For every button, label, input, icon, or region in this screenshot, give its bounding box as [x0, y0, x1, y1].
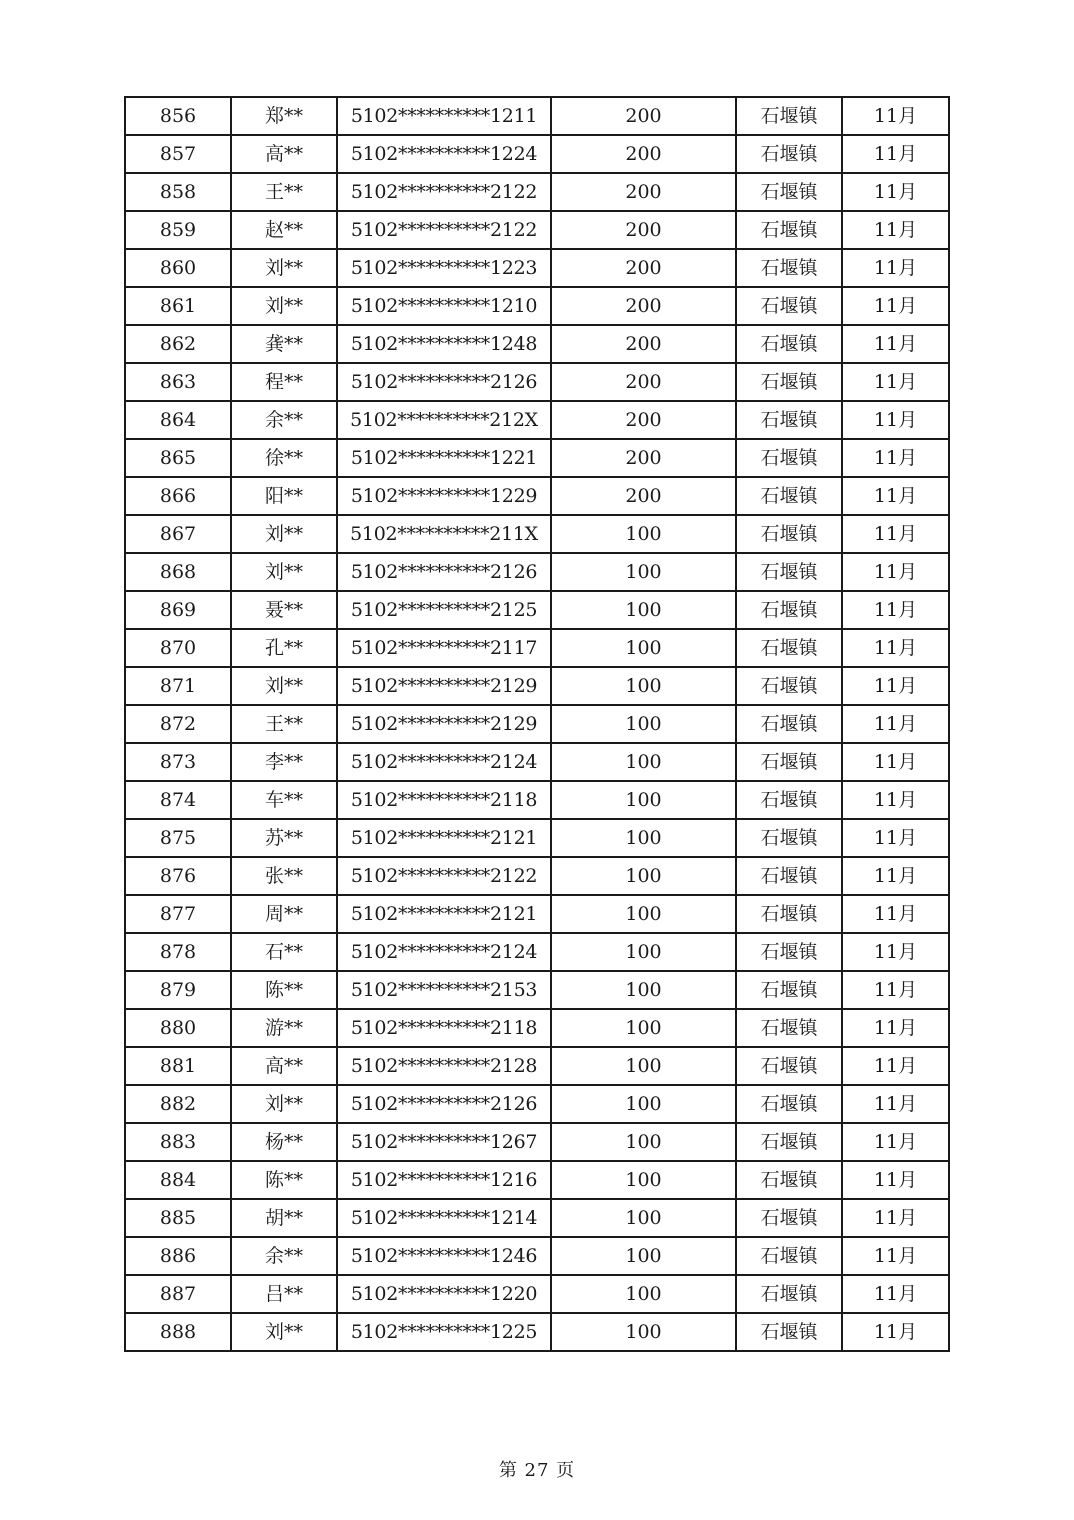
- name-cell: 车**: [231, 781, 337, 819]
- month-cell: 11月: [842, 1047, 949, 1085]
- name-cell: 聂**: [231, 591, 337, 629]
- id-number-cell: 5102**********1216: [337, 1161, 551, 1199]
- id-number-cell: 5102**********1246: [337, 1237, 551, 1275]
- name-cell: 陈**: [231, 1161, 337, 1199]
- town-cell: 石堰镇: [736, 249, 842, 287]
- table-row: [125, 895, 949, 933]
- table-row: [125, 1199, 949, 1237]
- id-number-cell: 5102**********1267: [337, 1123, 551, 1161]
- table-row: [125, 971, 949, 1009]
- row-number-cell: 885: [125, 1199, 231, 1237]
- table-row: [125, 515, 949, 553]
- name-cell: 游**: [231, 1009, 337, 1047]
- row-number-cell: 862: [125, 325, 231, 363]
- name-cell: 张**: [231, 857, 337, 895]
- month-cell: 11月: [842, 629, 949, 667]
- amount-cell: 100: [551, 1199, 736, 1237]
- name-cell: 孔**: [231, 629, 337, 667]
- id-number-cell: 5102**********2129: [337, 705, 551, 743]
- month-cell: 11月: [842, 515, 949, 553]
- month-cell: 11月: [842, 1009, 949, 1047]
- table-row: [125, 591, 949, 629]
- id-number-cell: 5102**********1248: [337, 325, 551, 363]
- row-number-cell: 873: [125, 743, 231, 781]
- table-row: [125, 1313, 949, 1351]
- town-cell: 石堰镇: [736, 933, 842, 971]
- row-number-cell: 877: [125, 895, 231, 933]
- month-cell: 11月: [842, 1199, 949, 1237]
- name-cell: 胡**: [231, 1199, 337, 1237]
- row-number-cell: 887: [125, 1275, 231, 1313]
- amount-cell: 200: [551, 135, 736, 173]
- town-cell: 石堰镇: [736, 477, 842, 515]
- amount-cell: 100: [551, 667, 736, 705]
- row-number-cell: 883: [125, 1123, 231, 1161]
- amount-cell: 100: [551, 857, 736, 895]
- table-row: [125, 363, 949, 401]
- amount-cell: 100: [551, 743, 736, 781]
- row-number-cell: 859: [125, 211, 231, 249]
- amount-cell: 100: [551, 933, 736, 971]
- month-cell: 11月: [842, 1123, 949, 1161]
- row-number-cell: 856: [125, 97, 231, 135]
- roster-table-body: [125, 97, 949, 1351]
- row-number-cell: 871: [125, 667, 231, 705]
- row-number-cell: 881: [125, 1047, 231, 1085]
- table-row: [125, 743, 949, 781]
- town-cell: 石堰镇: [736, 1009, 842, 1047]
- table-row: [125, 1237, 949, 1275]
- month-cell: 11月: [842, 1161, 949, 1199]
- page-number: 第 27 页: [498, 1460, 576, 1481]
- name-cell: 苏**: [231, 819, 337, 857]
- id-number-cell: 5102**********2122: [337, 173, 551, 211]
- name-cell: 郑**: [231, 97, 337, 135]
- name-cell: 余**: [231, 401, 337, 439]
- town-cell: 石堰镇: [736, 97, 842, 135]
- town-cell: 石堰镇: [736, 1047, 842, 1085]
- town-cell: 石堰镇: [736, 857, 842, 895]
- amount-cell: 100: [551, 591, 736, 629]
- month-cell: 11月: [842, 173, 949, 211]
- table-row: [125, 1123, 949, 1161]
- month-cell: 11月: [842, 553, 949, 591]
- month-cell: 11月: [842, 363, 949, 401]
- table-row: [125, 135, 949, 173]
- name-cell: 刘**: [231, 287, 337, 325]
- town-cell: 石堰镇: [736, 135, 842, 173]
- amount-cell: 100: [551, 705, 736, 743]
- month-cell: 11月: [842, 667, 949, 705]
- name-cell: 徐**: [231, 439, 337, 477]
- table-row: [125, 325, 949, 363]
- id-number-cell: 5102**********212X: [337, 401, 551, 439]
- amount-cell: 100: [551, 1237, 736, 1275]
- table-row: [125, 667, 949, 705]
- id-number-cell: 5102**********2125: [337, 591, 551, 629]
- town-cell: 石堰镇: [736, 325, 842, 363]
- id-number-cell: 5102**********1224: [337, 135, 551, 173]
- amount-cell: 100: [551, 1313, 736, 1351]
- row-number-cell: 870: [125, 629, 231, 667]
- table-row: [125, 1085, 949, 1123]
- town-cell: 石堰镇: [736, 1313, 842, 1351]
- amount-cell: 200: [551, 363, 736, 401]
- name-cell: 余**: [231, 1237, 337, 1275]
- month-cell: 11月: [842, 743, 949, 781]
- town-cell: 石堰镇: [736, 591, 842, 629]
- id-number-cell: 5102**********2129: [337, 667, 551, 705]
- row-number-cell: 869: [125, 591, 231, 629]
- roster-table: [124, 96, 950, 1352]
- town-cell: 石堰镇: [736, 629, 842, 667]
- town-cell: 石堰镇: [736, 1237, 842, 1275]
- amount-cell: 200: [551, 477, 736, 515]
- row-number-cell: 872: [125, 705, 231, 743]
- table-row: [125, 211, 949, 249]
- name-cell: 吕**: [231, 1275, 337, 1313]
- row-number-cell: 886: [125, 1237, 231, 1275]
- row-number-cell: 857: [125, 135, 231, 173]
- table-row: [125, 439, 949, 477]
- amount-cell: 200: [551, 325, 736, 363]
- town-cell: 石堰镇: [736, 553, 842, 591]
- amount-cell: 200: [551, 287, 736, 325]
- amount-cell: 100: [551, 515, 736, 553]
- town-cell: 石堰镇: [736, 173, 842, 211]
- amount-cell: 200: [551, 97, 736, 135]
- amount-cell: 100: [551, 553, 736, 591]
- id-number-cell: 5102**********2122: [337, 857, 551, 895]
- id-number-cell: 5102**********211X: [337, 515, 551, 553]
- town-cell: 石堰镇: [736, 1123, 842, 1161]
- id-number-cell: 5102**********2121: [337, 895, 551, 933]
- month-cell: 11月: [842, 401, 949, 439]
- id-number-cell: 5102**********2124: [337, 933, 551, 971]
- row-number-cell: 864: [125, 401, 231, 439]
- town-cell: 石堰镇: [736, 363, 842, 401]
- row-number-cell: 882: [125, 1085, 231, 1123]
- id-number-cell: 5102**********1214: [337, 1199, 551, 1237]
- table-row: [125, 477, 949, 515]
- town-cell: 石堰镇: [736, 1161, 842, 1199]
- town-cell: 石堰镇: [736, 743, 842, 781]
- amount-cell: 100: [551, 819, 736, 857]
- amount-cell: 100: [551, 971, 736, 1009]
- table-row: [125, 1009, 949, 1047]
- name-cell: 王**: [231, 705, 337, 743]
- month-cell: 11月: [842, 211, 949, 249]
- row-number-cell: 860: [125, 249, 231, 287]
- month-cell: 11月: [842, 439, 949, 477]
- id-number-cell: 5102**********2126: [337, 553, 551, 591]
- id-number-cell: 5102**********2121: [337, 819, 551, 857]
- row-number-cell: 875: [125, 819, 231, 857]
- table-row: [125, 173, 949, 211]
- table-row: [125, 249, 949, 287]
- id-number-cell: 5102**********1225: [337, 1313, 551, 1351]
- name-cell: 赵**: [231, 211, 337, 249]
- table-row: [125, 629, 949, 667]
- name-cell: 程**: [231, 363, 337, 401]
- amount-cell: 100: [551, 1085, 736, 1123]
- row-number-cell: 884: [125, 1161, 231, 1199]
- month-cell: 11月: [842, 1085, 949, 1123]
- month-cell: 11月: [842, 477, 949, 515]
- row-number-cell: 868: [125, 553, 231, 591]
- row-number-cell: 874: [125, 781, 231, 819]
- table-row: [125, 781, 949, 819]
- id-number-cell: 5102**********1210: [337, 287, 551, 325]
- table-row: [125, 1047, 949, 1085]
- month-cell: 11月: [842, 781, 949, 819]
- row-number-cell: 878: [125, 933, 231, 971]
- table-row: [125, 401, 949, 439]
- table-row: [125, 287, 949, 325]
- amount-cell: 100: [551, 1047, 736, 1085]
- amount-cell: 100: [551, 629, 736, 667]
- month-cell: 11月: [842, 1313, 949, 1351]
- amount-cell: 200: [551, 249, 736, 287]
- month-cell: 11月: [842, 933, 949, 971]
- town-cell: 石堰镇: [736, 439, 842, 477]
- id-number-cell: 5102**********1220: [337, 1275, 551, 1313]
- month-cell: 11月: [842, 135, 949, 173]
- row-number-cell: 888: [125, 1313, 231, 1351]
- row-number-cell: 861: [125, 287, 231, 325]
- name-cell: 高**: [231, 1047, 337, 1085]
- row-number-cell: 867: [125, 515, 231, 553]
- name-cell: 杨**: [231, 1123, 337, 1161]
- name-cell: 刘**: [231, 1313, 337, 1351]
- row-number-cell: 858: [125, 173, 231, 211]
- amount-cell: 100: [551, 1123, 736, 1161]
- month-cell: 11月: [842, 591, 949, 629]
- id-number-cell: 5102**********2118: [337, 781, 551, 819]
- town-cell: 石堰镇: [736, 895, 842, 933]
- town-cell: 石堰镇: [736, 515, 842, 553]
- name-cell: 周**: [231, 895, 337, 933]
- month-cell: 11月: [842, 1237, 949, 1275]
- town-cell: 石堰镇: [736, 1275, 842, 1313]
- row-number-cell: 865: [125, 439, 231, 477]
- month-cell: 11月: [842, 1275, 949, 1313]
- table-row: [125, 97, 949, 135]
- amount-cell: 200: [551, 173, 736, 211]
- id-number-cell: 5102**********2118: [337, 1009, 551, 1047]
- town-cell: 石堰镇: [736, 971, 842, 1009]
- month-cell: 11月: [842, 819, 949, 857]
- amount-cell: 100: [551, 781, 736, 819]
- month-cell: 11月: [842, 971, 949, 1009]
- row-number-cell: 876: [125, 857, 231, 895]
- name-cell: 刘**: [231, 667, 337, 705]
- row-number-cell: 866: [125, 477, 231, 515]
- id-number-cell: 5102**********1223: [337, 249, 551, 287]
- table-row: [125, 819, 949, 857]
- table-row: [125, 705, 949, 743]
- table-row: [125, 553, 949, 591]
- name-cell: 刘**: [231, 515, 337, 553]
- town-cell: 石堰镇: [736, 705, 842, 743]
- town-cell: 石堰镇: [736, 819, 842, 857]
- month-cell: 11月: [842, 325, 949, 363]
- town-cell: 石堰镇: [736, 1085, 842, 1123]
- name-cell: 阳**: [231, 477, 337, 515]
- name-cell: 刘**: [231, 553, 337, 591]
- name-cell: 高**: [231, 135, 337, 173]
- id-number-cell: 5102**********2126: [337, 363, 551, 401]
- name-cell: 龚**: [231, 325, 337, 363]
- row-number-cell: 879: [125, 971, 231, 1009]
- id-number-cell: 5102**********2122: [337, 211, 551, 249]
- row-number-cell: 880: [125, 1009, 231, 1047]
- town-cell: 石堰镇: [736, 781, 842, 819]
- id-number-cell: 5102**********2124: [337, 743, 551, 781]
- amount-cell: 100: [551, 895, 736, 933]
- month-cell: 11月: [842, 857, 949, 895]
- town-cell: 石堰镇: [736, 667, 842, 705]
- name-cell: 李**: [231, 743, 337, 781]
- amount-cell: 200: [551, 401, 736, 439]
- town-cell: 石堰镇: [736, 1199, 842, 1237]
- id-number-cell: 5102**********1211: [337, 97, 551, 135]
- month-cell: 11月: [842, 249, 949, 287]
- name-cell: 王**: [231, 173, 337, 211]
- id-number-cell: 5102**********2126: [337, 1085, 551, 1123]
- table-row: [125, 857, 949, 895]
- month-cell: 11月: [842, 287, 949, 325]
- table-row: [125, 933, 949, 971]
- table-row: [125, 1161, 949, 1199]
- town-cell: 石堰镇: [736, 287, 842, 325]
- amount-cell: 200: [551, 211, 736, 249]
- amount-cell: 100: [551, 1275, 736, 1313]
- town-cell: 石堰镇: [736, 211, 842, 249]
- name-cell: 刘**: [231, 249, 337, 287]
- id-number-cell: 5102**********2153: [337, 971, 551, 1009]
- month-cell: 11月: [842, 705, 949, 743]
- month-cell: 11月: [842, 895, 949, 933]
- id-number-cell: 5102**********2117: [337, 629, 551, 667]
- month-cell: 11月: [842, 97, 949, 135]
- town-cell: 石堰镇: [736, 401, 842, 439]
- amount-cell: 100: [551, 1009, 736, 1047]
- name-cell: 刘**: [231, 1085, 337, 1123]
- row-number-cell: 863: [125, 363, 231, 401]
- amount-cell: 100: [551, 1161, 736, 1199]
- id-number-cell: 5102**********2128: [337, 1047, 551, 1085]
- name-cell: 石**: [231, 933, 337, 971]
- id-number-cell: 5102**********1221: [337, 439, 551, 477]
- name-cell: 陈**: [231, 971, 337, 1009]
- amount-cell: 200: [551, 439, 736, 477]
- table-row: [125, 1275, 949, 1313]
- id-number-cell: 5102**********1229: [337, 477, 551, 515]
